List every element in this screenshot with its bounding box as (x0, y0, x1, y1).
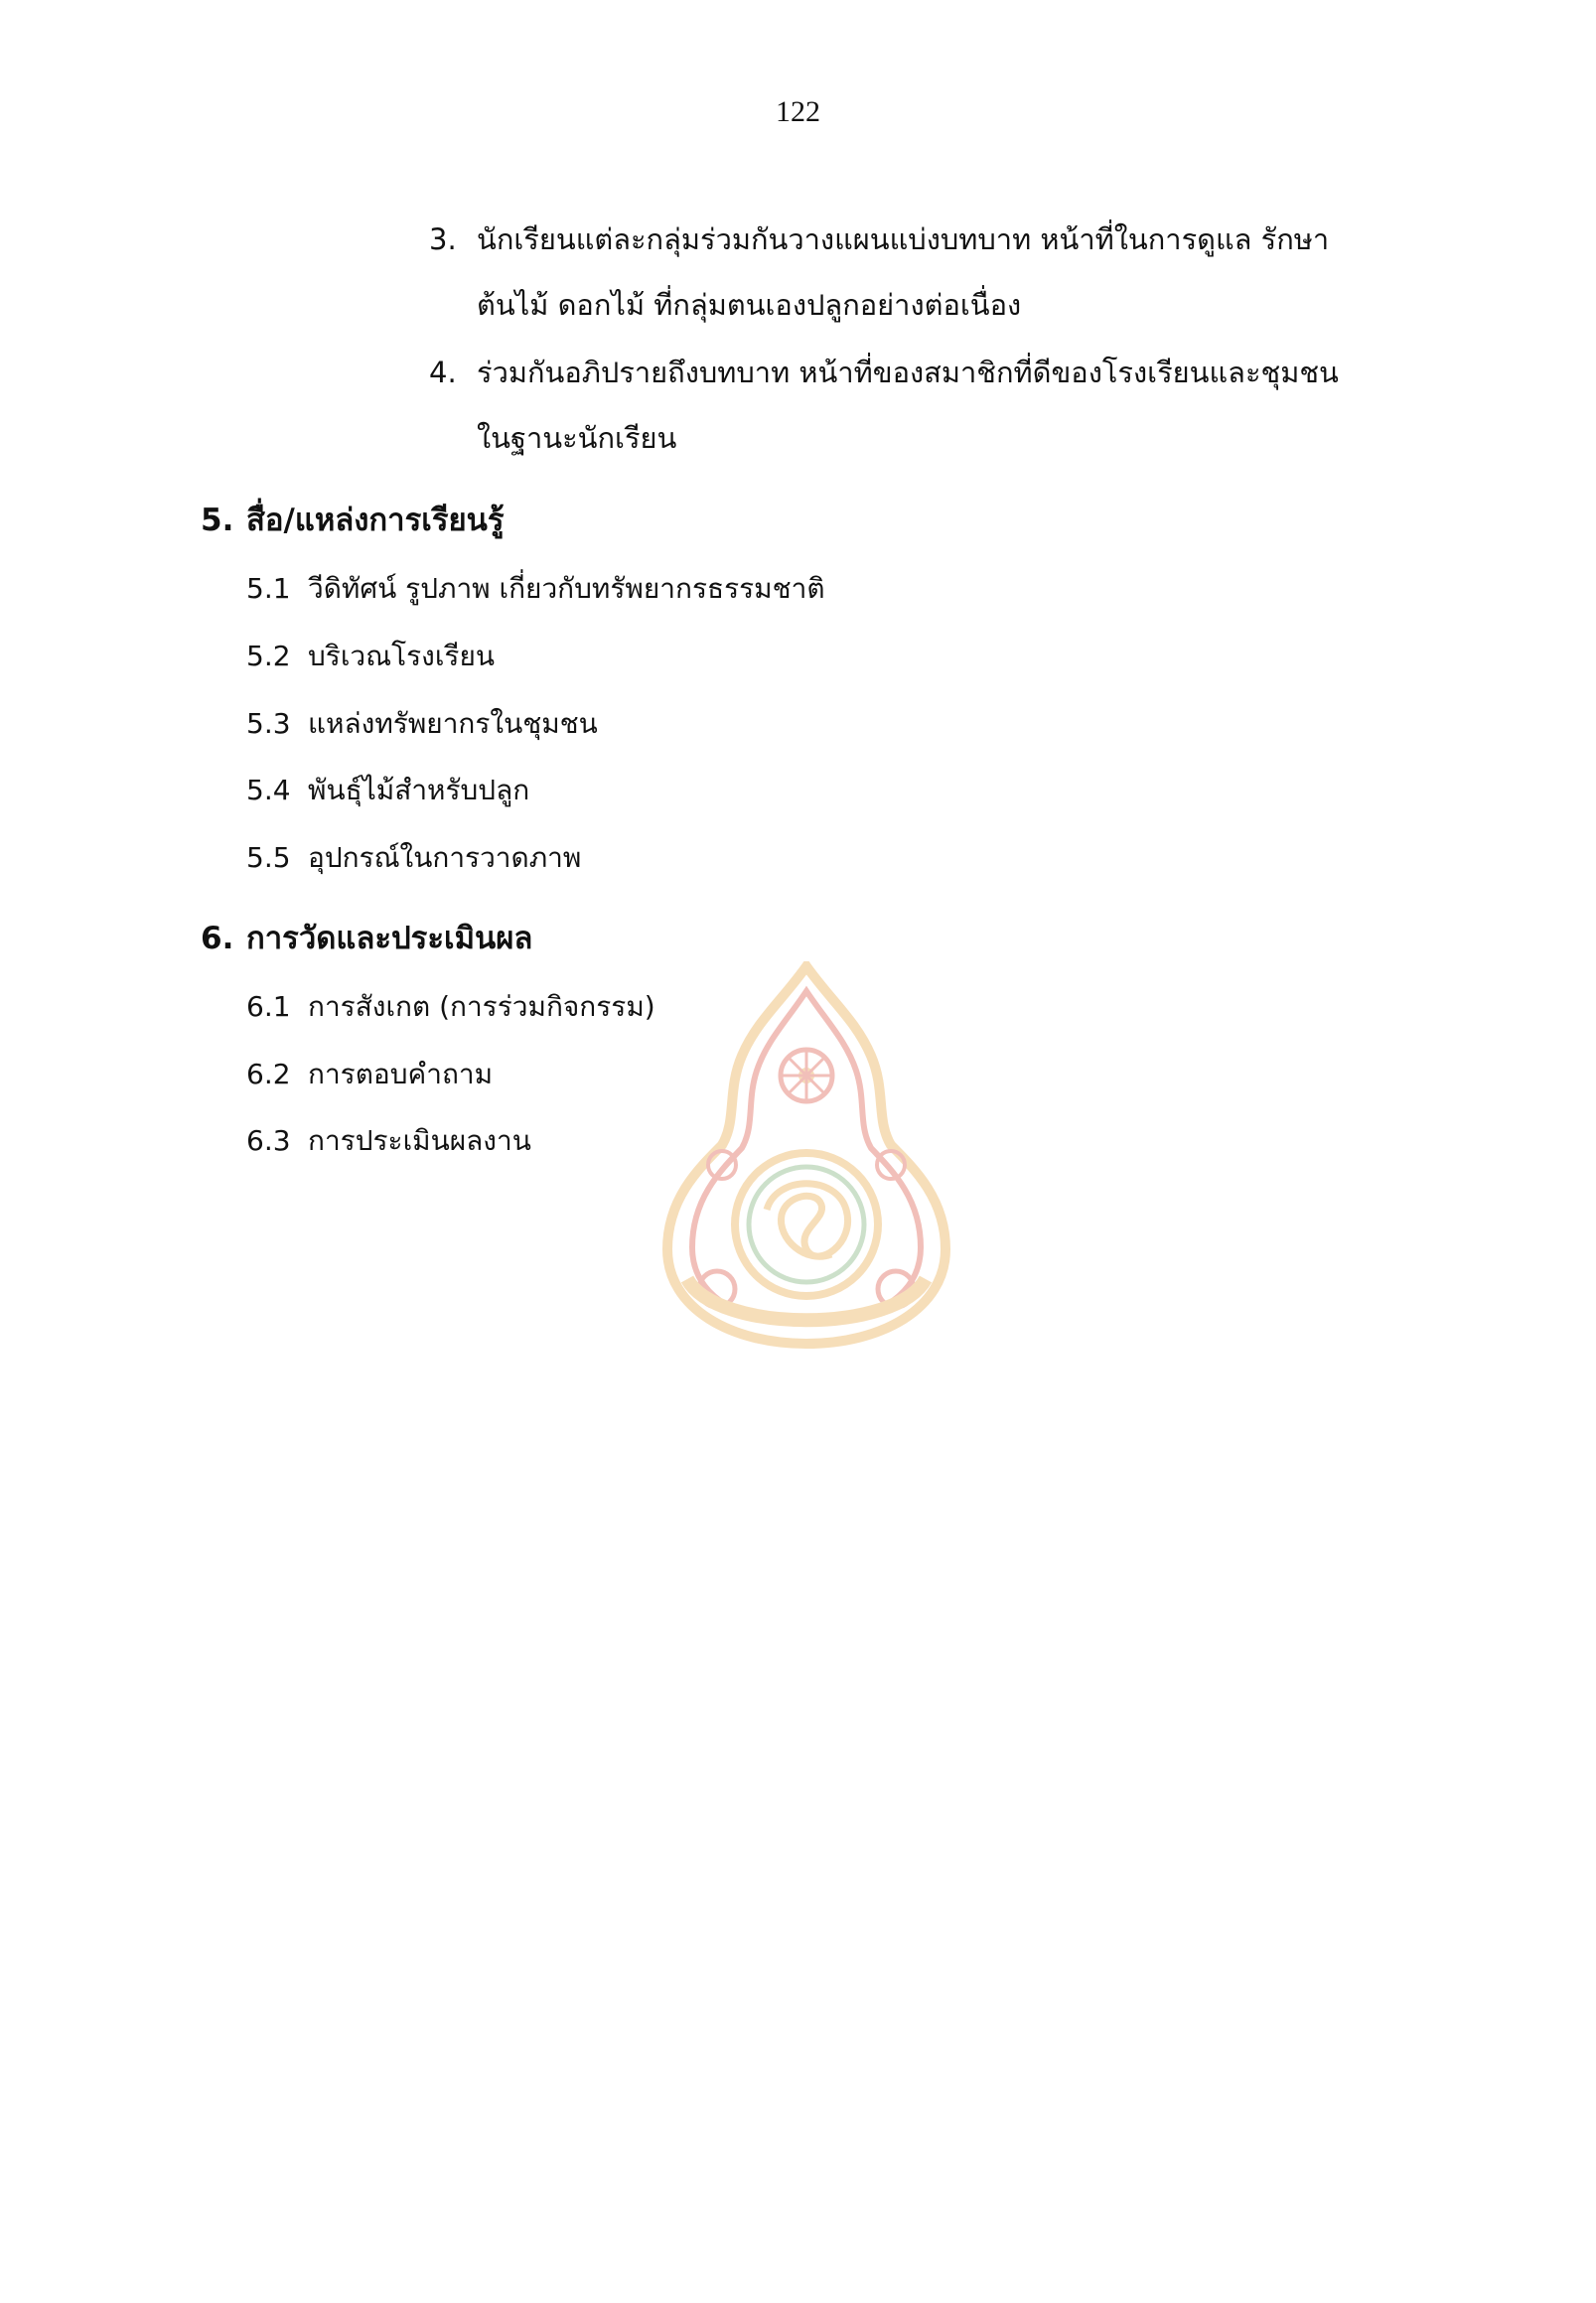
activity-text-line1: นักเรียนแต่ละกลุ่มร่วมกันวางแผนแบ่งบทบาท หน้าที่ในการดูแล รักษา (477, 222, 1330, 256)
item-text: บริเวณโรงเรียน (308, 640, 495, 672)
item-text: วีดิทัศน์ รูปภาพ เกี่ยวกับทรัพยากรธรรมชาติ (308, 572, 825, 605)
obec-seal-watermark-icon (657, 961, 955, 1349)
item-text: การสังเกต (การร่วมกิจกรรม) (308, 990, 655, 1023)
section-heading-evaluation (201, 920, 797, 959)
item-text: การตอบคำถาม (308, 1058, 494, 1090)
section-number: 5. (201, 503, 234, 538)
section-title: สื่อ/แหล่งการเรียนรู้ (246, 503, 505, 538)
media-item-5-5 (246, 840, 1041, 878)
item-number: 5.1 (246, 572, 291, 605)
activity-number: 3. (429, 222, 457, 256)
activity-item-4 (429, 355, 1382, 455)
item-text: อุปกรณ์ในการวาดภาพ (308, 841, 582, 874)
item-number: 6.1 (246, 990, 291, 1023)
item-number: 5.2 (246, 640, 291, 672)
media-item-5-1 (246, 571, 1041, 609)
item-number: 6.3 (246, 1124, 291, 1157)
media-item-5-4 (246, 773, 1041, 810)
section-title: การวัดและประเมินผล (246, 921, 533, 956)
activity-text-line2: ต้นไม้ ดอกไม้ ที่กลุ่มตนเองปลูกอย่างต่อเนื่อง (477, 288, 1022, 322)
section-heading-media (201, 502, 797, 541)
section-number: 6. (201, 921, 234, 956)
activity-text-line2: ในฐานะนักเรียน (477, 421, 677, 455)
activity-text-line1: ร่วมกันอภิปรายถึงบทบาท หน้าที่ของสมาชิกที่ดีของโรงเรียนและชุมชน (477, 356, 1339, 389)
activity-number: 4. (429, 356, 457, 389)
item-number: 5.3 (246, 707, 291, 740)
item-text: การประเมินผลงาน (308, 1124, 531, 1157)
item-number: 5.5 (246, 841, 291, 874)
item-text: พันธุ์ไม้สำหรับปลูก (308, 774, 530, 806)
media-item-5-3 (246, 706, 1041, 744)
item-text: แหล่งทรัพยากรในชุมชน (308, 707, 598, 740)
item-number: 5.4 (246, 774, 291, 806)
activity-item-3 (429, 221, 1382, 322)
item-number: 6.2 (246, 1058, 291, 1090)
media-item-5-2 (246, 639, 1041, 676)
page-number: 122 (776, 95, 820, 128)
